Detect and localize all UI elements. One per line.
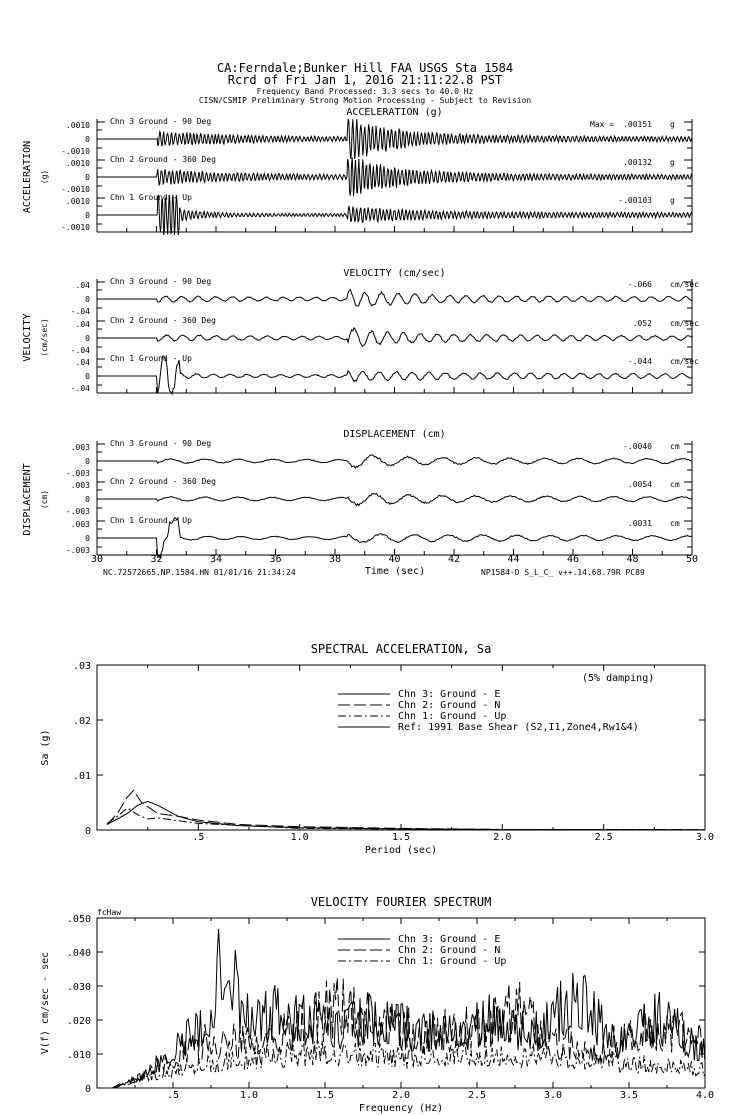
waveform-trace — [97, 290, 692, 307]
y-tick-label: 0 — [85, 135, 90, 144]
x-axis-label: Frequency (Hz) — [358, 1103, 444, 1114]
y-tick-label: -.0010 — [61, 223, 90, 232]
legend-entry: Chn 1: Ground - Up — [398, 956, 507, 967]
y-axis-label: Sa (g) — [40, 729, 51, 766]
y-tick-label: .003 — [70, 481, 90, 490]
y-tick-label: 0 — [85, 334, 90, 343]
peak-value: -.066 — [627, 280, 652, 289]
legend-entry: Chn 2: Ground - N — [398, 945, 501, 956]
y-tick-label: -.04 — [70, 384, 90, 393]
panel-title: ACCELERATION (g) — [346, 107, 443, 118]
peak-unit: cm — [670, 480, 680, 489]
x-tick-label: 34 — [209, 554, 223, 565]
waveform-trace — [97, 494, 692, 506]
y-tick-label: .02 — [72, 716, 91, 727]
panel-title: VELOCITY (cm/sec) — [343, 268, 446, 279]
y-tick-label: 0 — [85, 372, 90, 381]
spectrum-title: VELOCITY FOURIER SPECTRUM — [310, 895, 492, 909]
damping-note: (5% damping) — [582, 673, 655, 684]
y-tick-label: .030 — [66, 982, 91, 993]
y-tick-label: .020 — [66, 1016, 91, 1027]
y-tick-label: .04 — [75, 281, 90, 290]
panel-ylabel: ACCELERATION — [22, 140, 33, 214]
peak-value: .052 — [632, 319, 652, 328]
y-tick-label: -.0010 — [61, 147, 90, 156]
y-tick-label: -.003 — [65, 469, 90, 478]
panel-yunit: (cm) — [40, 489, 49, 510]
y-tick-label: .003 — [70, 520, 90, 529]
y-tick-label: .003 — [70, 443, 90, 452]
corner-label: fcHaw — [97, 908, 122, 917]
x-tick-label: 42 — [447, 554, 461, 565]
x-tick-label: 2.5 — [594, 832, 613, 843]
y-tick-label: 0 — [85, 295, 90, 304]
x-axis-label: Period (sec) — [364, 845, 438, 856]
channel-label: Chn 3 Ground - 90 Deg — [110, 439, 212, 448]
x-tick-label: .5 — [166, 1090, 180, 1101]
peak-unit: cm/sec — [670, 357, 699, 366]
x-tick-label: .5 — [192, 832, 205, 843]
x-tick-label: 2.0 — [493, 832, 512, 843]
peak-unit: g — [670, 158, 675, 167]
peak-value: .0054 — [627, 480, 652, 489]
y-tick-label: .04 — [75, 320, 90, 329]
legend-entry: Chn 3: Ground - E — [398, 934, 501, 945]
channel-label: Chn 2 Ground - 360 Deg — [110, 477, 216, 486]
panel-ylabel: VELOCITY — [22, 313, 33, 362]
x-tick-label: 30 — [90, 554, 104, 565]
panel-title: DISPLACEMENT (cm) — [343, 429, 446, 440]
y-axis-label: V(f) cm/sec - sec — [40, 951, 51, 1055]
legend-entry: Chn 1: Ground - Up — [398, 711, 507, 722]
peak-value: -.0040 — [623, 442, 652, 451]
legend-entry: Ref: 1991 Base Shear (S2,I1,Zone4,Rw1&4) — [398, 722, 639, 733]
y-tick-label: -.04 — [70, 346, 90, 355]
y-tick-label: 0 — [85, 211, 90, 220]
y-tick-label: .04 — [75, 358, 90, 367]
y-tick-label: -.04 — [70, 307, 90, 316]
x-tick-label: 46 — [566, 554, 580, 565]
channel-label: Chn 2 Ground - 360 Deg — [110, 155, 216, 164]
y-tick-label: .0010 — [65, 197, 90, 206]
x-tick-label: 48 — [626, 554, 639, 565]
footer-left: NC.72572665.NP.1584.HN 01/01/16 21:34:24 — [103, 568, 296, 577]
y-tick-label: 0 — [85, 457, 90, 466]
y-tick-label: 0 — [84, 826, 91, 837]
channel-label: Chn 1 Ground - Up — [110, 193, 192, 202]
series-line — [107, 801, 705, 829]
x-tick-label: 1.5 — [391, 832, 411, 843]
x-tick-label: 50 — [685, 554, 699, 565]
series-line — [107, 808, 705, 830]
x-tick-label: 44 — [507, 554, 520, 565]
channel-label: Chn 2 Ground - 360 Deg — [110, 316, 216, 325]
peak-unit: cm/sec — [670, 280, 699, 289]
x-tick-label: 3.0 — [543, 1090, 563, 1101]
header-line4: CISN/CSMIP Preliminary Strong Motion Processing - Subject to Revision — [198, 96, 532, 105]
x-tick-label: 2.5 — [467, 1090, 487, 1101]
peak-unit: g — [670, 196, 675, 205]
peak-value: -.044 — [627, 357, 652, 366]
y-tick-label: .050 — [66, 914, 91, 925]
y-tick-label: 0 — [85, 495, 90, 504]
x-tick-label: 36 — [269, 554, 282, 565]
y-tick-label: -.003 — [65, 546, 90, 555]
spectrum-title: SPECTRAL ACCELERATION, Sa — [310, 642, 492, 656]
y-tick-label: 0 — [84, 1084, 91, 1095]
peak-value: -.00103 — [618, 196, 652, 205]
series-line — [107, 790, 705, 829]
y-tick-label: -.0010 — [61, 185, 90, 194]
y-tick-label: .01 — [72, 771, 91, 782]
waveform-trace — [97, 328, 692, 346]
footer-right: NP1584-D S_L_C_ v++.14.68.79R PC89 — [481, 568, 645, 577]
peak-unit: cm/sec — [670, 319, 699, 328]
max-label: Max = — [590, 120, 615, 129]
y-tick-label: -.003 — [65, 507, 90, 516]
panel-ylabel: DISPLACEMENT — [22, 463, 33, 536]
x-tick-label: 2.0 — [391, 1090, 411, 1101]
y-tick-label: .0010 — [65, 159, 90, 168]
channel-label: Chn 1 Ground - Up — [110, 516, 192, 525]
x-tick-label: 1.0 — [239, 1090, 259, 1101]
waveform-trace — [97, 455, 692, 468]
legend-entry: Chn 3: Ground - E — [398, 689, 501, 700]
panel-yunit: (cm/sec) — [40, 318, 49, 357]
peak-unit: cm — [670, 519, 680, 528]
header-line3: Frequency Band Processed: 3.3 secs to 40.0 Hz — [256, 87, 474, 96]
y-tick-label: .010 — [66, 1050, 91, 1061]
peak-unit: g — [670, 120, 675, 129]
peak-unit: cm — [670, 442, 680, 451]
x-tick-label: 32 — [150, 554, 163, 565]
x-axis-label: Time (sec) — [364, 566, 426, 577]
peak-value: .0031 — [627, 519, 652, 528]
x-tick-label: 4.0 — [695, 1090, 715, 1101]
header-line1: CA:Ferndale;Bunker Hill FAA USGS Sta 1584 — [216, 61, 514, 75]
y-tick-label: .0010 — [65, 121, 90, 130]
y-tick-label: 0 — [85, 534, 90, 543]
x-tick-label: 1.5 — [315, 1090, 335, 1101]
legend-entry: Chn 2: Ground - N — [398, 700, 501, 711]
channel-label: Chn 3 Ground - 90 Deg — [110, 117, 212, 126]
x-tick-label: 1.0 — [290, 832, 309, 843]
y-tick-label: .040 — [66, 948, 91, 959]
channel-label: Chn 3 Ground - 90 Deg — [110, 277, 212, 286]
peak-value: .00151 — [623, 120, 652, 129]
x-tick-label: 3.0 — [695, 832, 715, 843]
y-tick-label: .03 — [72, 661, 91, 672]
y-tick-label: 0 — [85, 173, 90, 182]
header-line2: Rcrd of Fri Jan 1, 2016 21:11:22.8 PST — [227, 73, 503, 87]
channel-label: Chn 1 Ground - Up — [110, 354, 192, 363]
x-tick-label: 3.5 — [619, 1090, 639, 1101]
peak-value: .00132 — [623, 158, 652, 167]
x-tick-label: 38 — [328, 554, 342, 565]
panel-yunit: (g) — [40, 169, 49, 185]
x-tick-label: 40 — [388, 554, 401, 565]
